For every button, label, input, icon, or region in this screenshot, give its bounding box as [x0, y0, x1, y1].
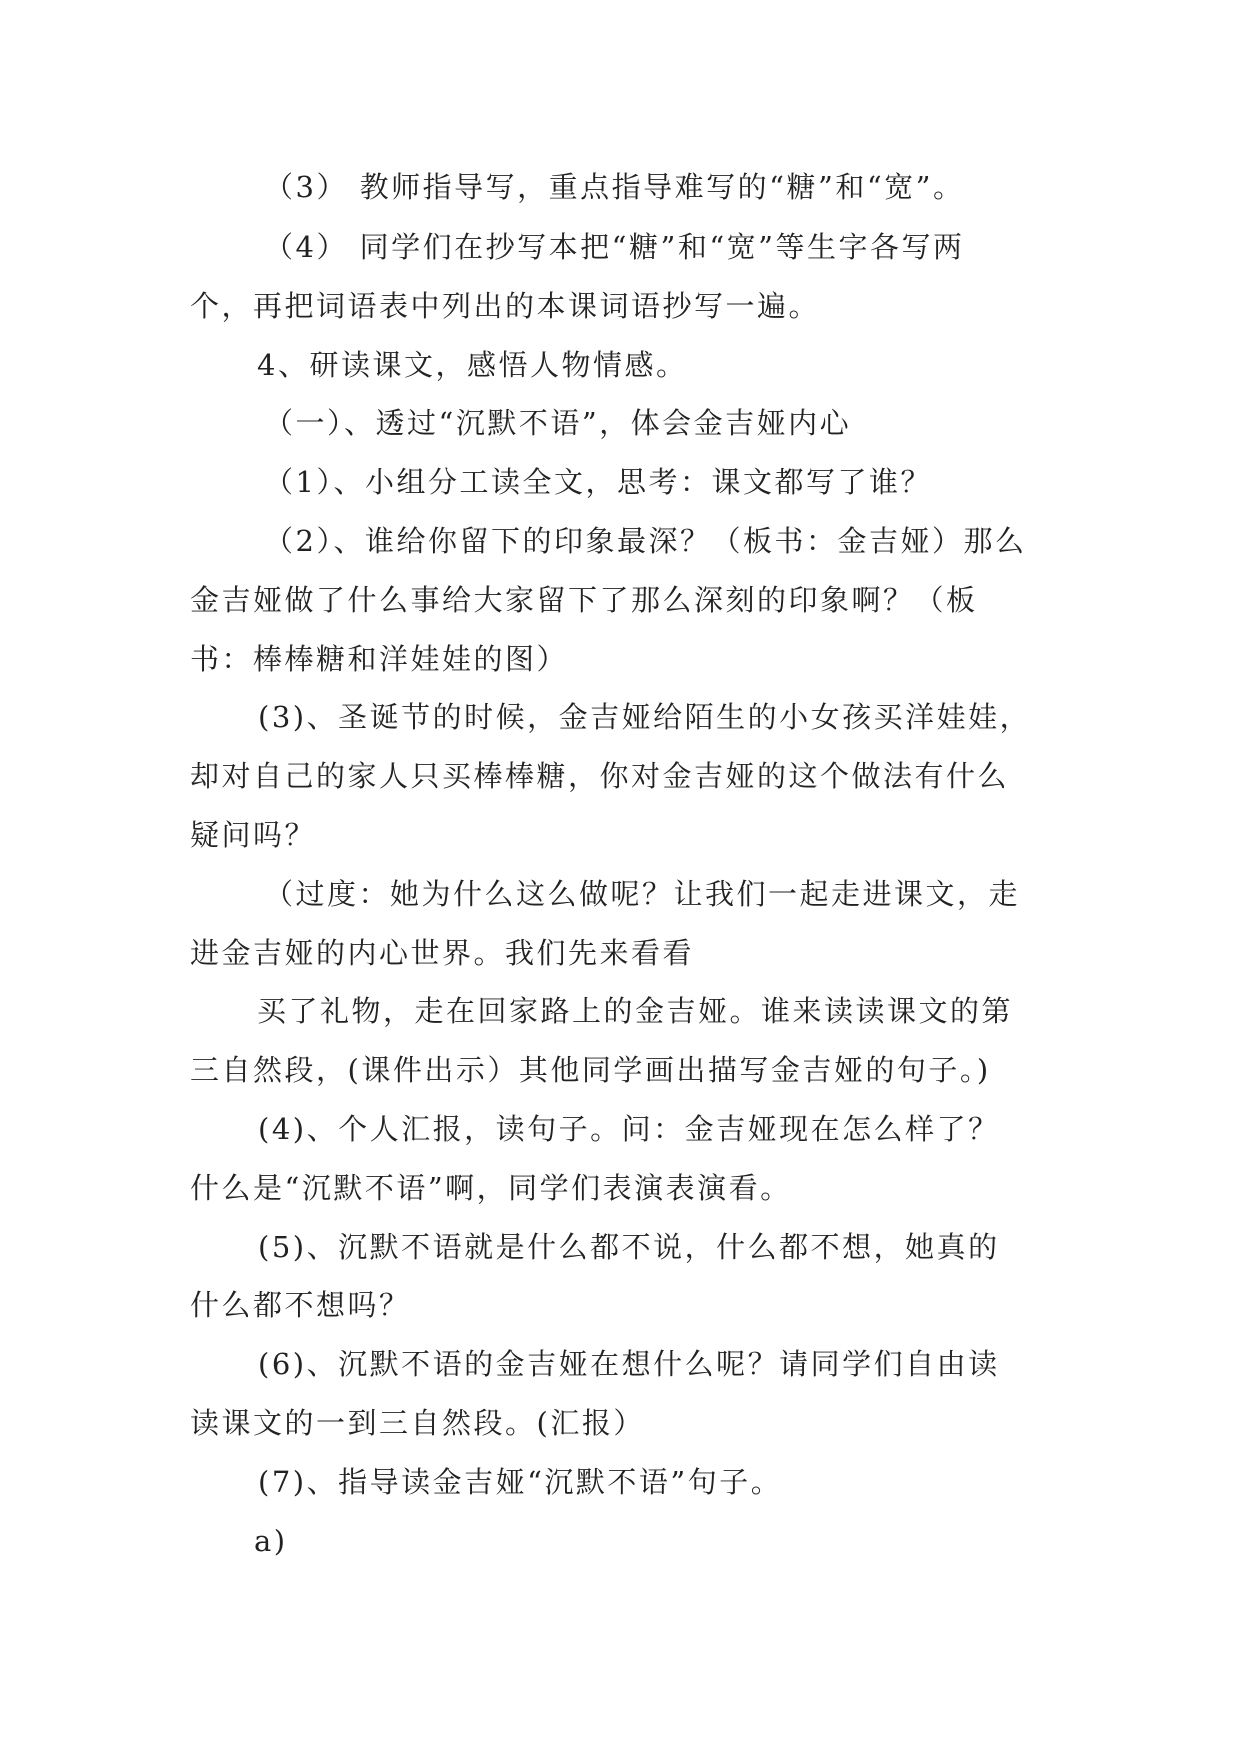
- text-line-10: (3)、圣诞节的时候，金吉娅给陌生的小女孩买洋娃娃，: [258, 700, 1032, 734]
- text-line-11: 却对自己的家人只买棒棒糖，你对金吉娅的这个做法有什么: [190, 759, 1010, 793]
- text-line-12: 疑问吗？: [190, 818, 317, 852]
- text-line-8: 金吉娅做了什么事给大家留下了那么深刻的印象啊？（板: [190, 583, 978, 617]
- text-line-5: （一）、透过“沉默不语”，体会金吉娅内心: [264, 406, 852, 440]
- text-line-14: 进金吉娅的内心世界。我们先来看看: [190, 936, 695, 970]
- text-line-4: 4、研读课文，感悟人物情感。: [257, 348, 688, 382]
- text-line-15: 买了礼物，走在回家路上的金吉娅。谁来读读课文的第: [257, 994, 1014, 1028]
- text-line-6: （1）、小组分工读全文，思考：课文都写了谁？: [264, 465, 932, 499]
- text-line-24: a): [254, 1524, 288, 1558]
- text-line-18: 什么是“沉默不语”啊，同学们表演表演看。: [190, 1171, 792, 1205]
- text-line-23: (7)、指导读金吉娅“沉默不语”句子。: [258, 1465, 783, 1499]
- text-line-3: 个，再把词语表中列出的本课词语抄写一遍。: [190, 289, 821, 323]
- text-line-19: (5)、沉默不语就是什么都不说，什么都不想，她真的: [258, 1230, 1000, 1264]
- text-line-17: (4)、个人汇报，读句子。问：金吉娅现在怎么样了？: [258, 1112, 1000, 1146]
- text-line-7: （2）、谁给你留下的印象最深？（板书：金吉娅）那么: [264, 524, 1027, 558]
- text-line-22: 读课文的一到三自然段。(汇报）: [190, 1406, 645, 1440]
- text-line-9: 书：棒棒糖和洋娃娃的图）: [190, 642, 569, 676]
- text-line-13: （过度：她为什么这么做呢？让我们一起走进课文，走: [264, 877, 1021, 911]
- text-line-1: （3） 教师指导写，重点指导难写的“糖”和“宽”。: [264, 170, 965, 204]
- text-line-21: (6)、沉默不语的金吉娅在想什么呢？请同学们自由读: [258, 1347, 1000, 1381]
- text-line-2: （4） 同学们在抄写本把“糖”和“宽”等生字各写两: [264, 230, 965, 264]
- text-line-20: 什么都不想吗？: [190, 1288, 411, 1322]
- text-line-16: 三自然段，(课件出示）其他同学画出描写金吉娅的句子。): [190, 1053, 991, 1087]
